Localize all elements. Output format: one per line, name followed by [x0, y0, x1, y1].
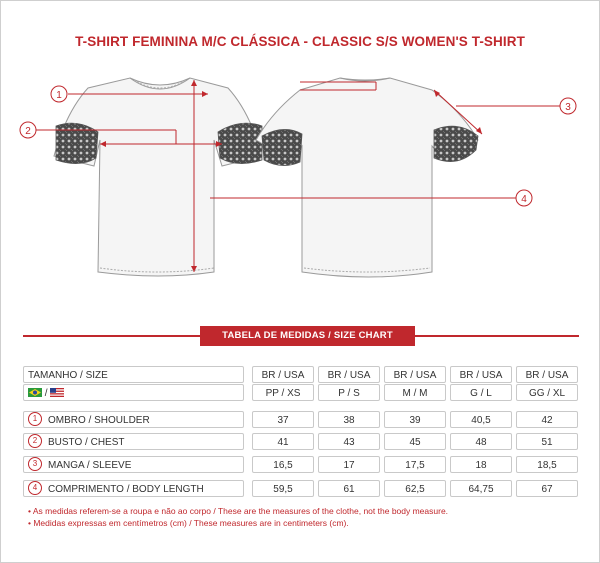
brazil-flag-icon [28, 388, 42, 397]
measure-value: 62,5 [384, 480, 446, 497]
measure-value: 18,5 [516, 456, 578, 473]
flag-separator: / [44, 388, 48, 399]
size-header-row [23, 366, 579, 385]
svg-text:3: 3 [565, 102, 571, 113]
front-tshirt [54, 78, 262, 276]
row-label [23, 411, 244, 428]
size-value: GG / XL [516, 384, 578, 401]
row-number: 3 [28, 457, 42, 471]
measure-value: 43 [318, 433, 380, 450]
table-row-shoulder [23, 411, 579, 430]
size-chart-title: TABELA DE MEDIDAS / SIZE CHART [222, 330, 393, 341]
size-col-header: BR / USA [252, 366, 314, 383]
measure-value: 67 [516, 480, 578, 497]
footnote-text: Medidas expressas em centímetros (cm) / These measures are in centimeters (cm). [33, 518, 349, 528]
row-label-text: MANGA / SLEEVE [48, 460, 132, 471]
row-label [23, 456, 244, 473]
measure-value: 38 [318, 411, 380, 428]
callout-4 [516, 190, 532, 206]
measure-value: 16,5 [252, 456, 314, 473]
table-row-chest [23, 433, 579, 452]
measure-value: 37 [252, 411, 314, 428]
size-value: PP / XS [252, 384, 314, 401]
size-value: P / S [318, 384, 380, 401]
header-line-left [23, 335, 200, 337]
row-label-text: COMPRIMENTO / BODY LENGTH [48, 484, 204, 495]
row-label-text: BUSTO / CHEST [48, 437, 125, 448]
footnotes [28, 505, 448, 529]
size-header-label: TAMANHO / SIZE [23, 366, 244, 383]
row-label [23, 433, 244, 450]
row-label-text: OMBRO / SHOULDER [48, 415, 150, 426]
measure-value: 40,5 [450, 411, 512, 428]
measure-value: 17,5 [384, 456, 446, 473]
size-col-header: BR / USA [384, 366, 446, 383]
callout-3 [560, 98, 576, 114]
table-row-length [23, 480, 579, 499]
usa-flag-icon [50, 388, 64, 397]
measure-value: 48 [450, 433, 512, 450]
measure-value: 45 [384, 433, 446, 450]
size-value: M / M [384, 384, 446, 401]
size-col-header: BR / USA [450, 366, 512, 383]
row-number: 2 [28, 434, 42, 448]
measure-value: 39 [384, 411, 446, 428]
measure-value: 17 [318, 456, 380, 473]
flags-cell [23, 384, 244, 401]
callout-2 [20, 122, 36, 138]
header-line-right [415, 335, 579, 337]
back-tshirt [256, 78, 478, 277]
footnote: • As medidas referem-se a roupa e não ao corpo / These are the measures of the clothe, not the body measure. [28, 506, 449, 516]
size-value: G / L [450, 384, 512, 401]
svg-text:1: 1 [56, 90, 62, 101]
measure-value: 18 [450, 456, 512, 473]
measure-value: 64,75 [450, 480, 512, 497]
row-label [23, 480, 244, 497]
footnote-text: As medidas referem-se a roupa e não ao corpo / These are the measures of the clothe, not the body measure. [32, 506, 449, 516]
page-title: T-SHIRT FEMININA M/C CLÁSSICA - CLASSIC S/S WOMEN'S T-SHIRT [75, 34, 525, 49]
size-col-header: BR / USA [516, 366, 578, 383]
size-flag-row [23, 384, 579, 403]
callout-1 [51, 86, 67, 102]
table-row-sleeve [23, 456, 579, 475]
measure-value: 42 [516, 411, 578, 428]
svg-text:2: 2 [25, 126, 31, 137]
row-number: 1 [28, 412, 42, 426]
size-col-header: BR / USA [318, 366, 380, 383]
footnote: • Medidas expressas em centímetros (cm) / These measures are in centimeters (cm). [28, 518, 349, 528]
measure-value: 61 [318, 480, 380, 497]
svg-text:4: 4 [521, 194, 527, 205]
measure-value: 59,5 [252, 480, 314, 497]
row-number: 4 [28, 481, 42, 495]
measure-value: 51 [516, 433, 578, 450]
measure-value: 41 [252, 433, 314, 450]
